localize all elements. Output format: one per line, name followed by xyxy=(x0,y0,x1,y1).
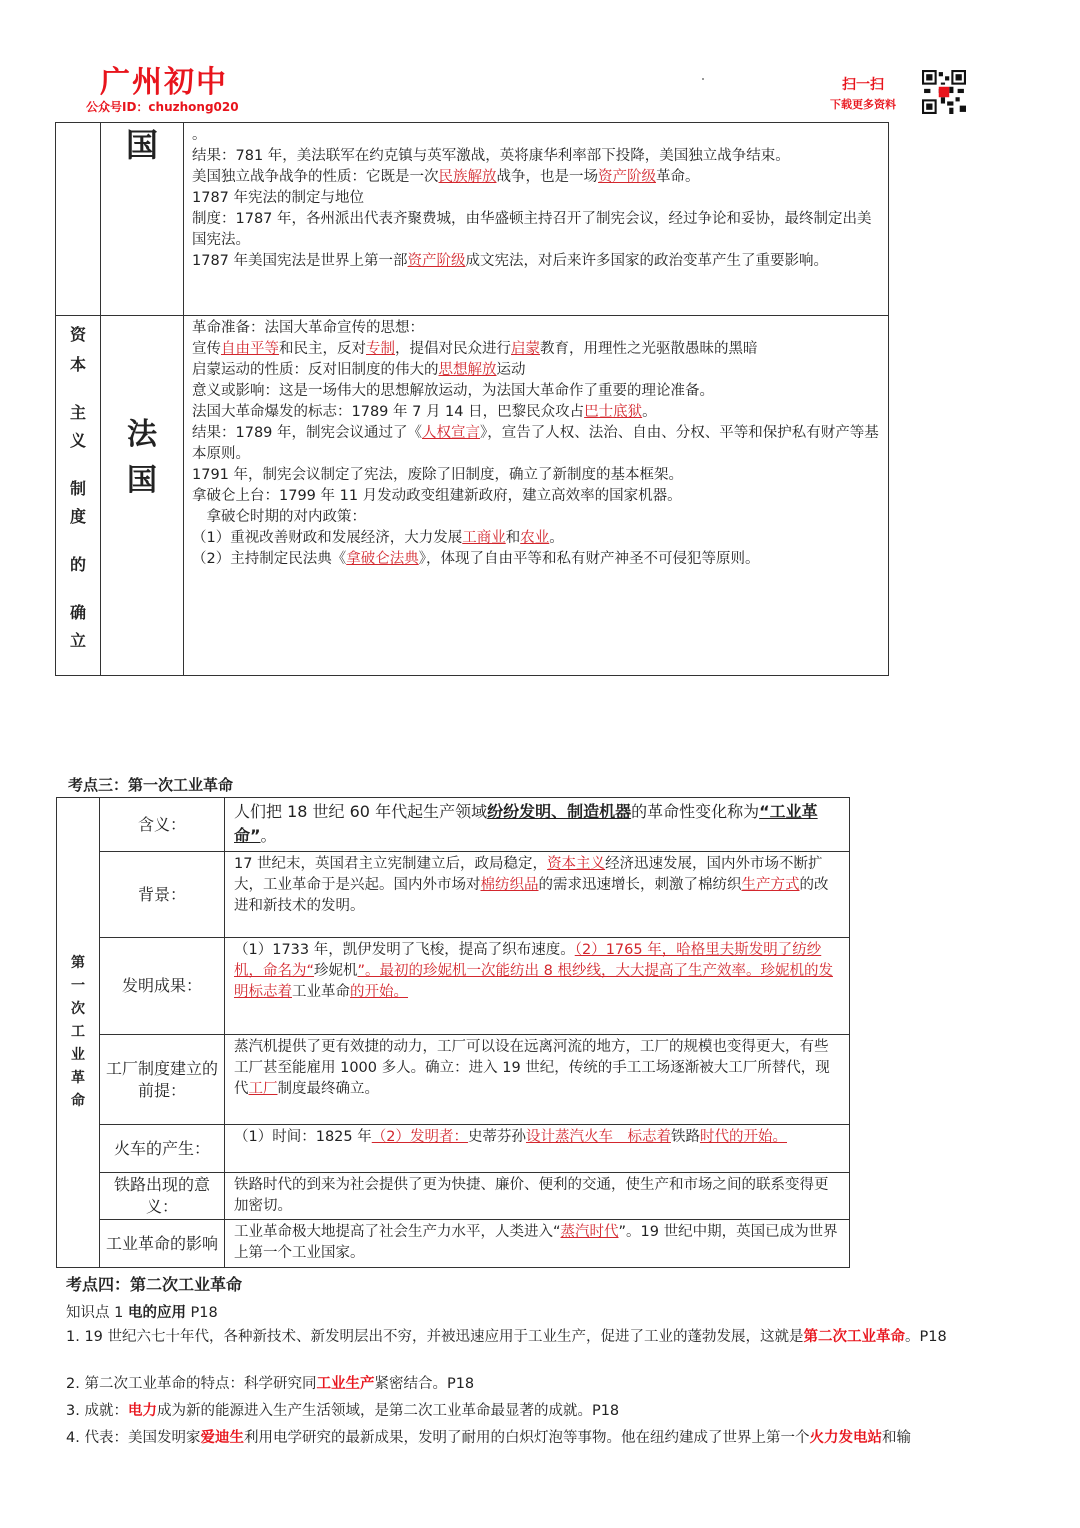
side-char: 制 xyxy=(69,479,86,498)
france-highlight: 启蒙 xyxy=(511,341,540,357)
row-content xyxy=(225,1173,850,1220)
france-text: 拿破仑上台：1799 年 11 月发动政变组建新政府，建立高效率的国家机器。 xyxy=(192,488,682,504)
france-highlight: 思想解放 xyxy=(438,362,497,378)
france-text: 》，体现了自由平等和私有财产神圣不可侵犯等原则。 xyxy=(418,551,760,567)
row-text: 的革命性变化称为 xyxy=(631,802,760,821)
table-row xyxy=(57,1035,850,1125)
row-content xyxy=(225,1125,850,1173)
row-highlight: 工厂 xyxy=(248,1081,278,1097)
side-char: 的 xyxy=(69,555,86,574)
france-text: 宣传 xyxy=(192,341,221,357)
row-text: （1）1733 年，凯伊发明了飞梭，提高了织布速度。 xyxy=(234,942,575,958)
point-paragraph-1 xyxy=(66,1326,1026,1348)
row-text: 蒸汽机提供了更有效捷的动力，工厂可以设在远离河流的地方，工厂的规模也变得更大，有些工厂甚至能雇用 1000 多人。确立：进入 19 世纪，传统的手工工场逐渐被大工厂所替代，现代 xyxy=(234,1039,830,1097)
usa-line xyxy=(192,125,880,146)
row-text: 经济迅速发展，国内外市场不断扩大，工业革命于是兴起。国内外市场对 xyxy=(234,856,823,893)
usa-text: 制度：1787 年，各州派出代表齐聚费城，由华盛顿主持召开了制宪会议，经过争论和妥协，最终制定出美国宪法。 xyxy=(192,211,872,248)
row-highlight: 设计蒸汽火车 标志着 xyxy=(525,1129,671,1145)
side-cell-capitalism xyxy=(56,316,101,676)
point-title-suffix: P18 xyxy=(185,1305,218,1321)
point-text: 4. 代表：美国发明家 xyxy=(66,1430,201,1446)
scan-label: 扫一扫 xyxy=(842,77,884,93)
table-row xyxy=(57,1220,850,1268)
row-text: 铁路时代的到来为社会提供了更为快捷、廉价、便利的交通，使生产和市场之间的联系变得更加密切。 xyxy=(234,1177,829,1214)
side-char: 度 xyxy=(69,507,86,526)
france-text: （2）主持制定民法典《 xyxy=(192,551,347,567)
usa-text: 1787 年美国宪法是世界上第一部 xyxy=(192,253,408,269)
usa-text: 结果：781 年，美法联军在约克镇与英军激战，英将康华利率部下投降，美国独立战争结束。 xyxy=(192,148,790,164)
point-text: 紧密结合。P18 xyxy=(374,1376,475,1392)
france-highlight: 工商业 xyxy=(462,530,506,546)
side-cell-empty xyxy=(56,123,101,316)
section-title-4: 考点四：第二次工业革命 xyxy=(66,1275,243,1294)
usa-line xyxy=(192,167,880,188)
point-text: 3. 成就： xyxy=(66,1403,128,1419)
industrial-revolution-table xyxy=(56,797,850,1268)
row-content xyxy=(225,938,850,1035)
france-line xyxy=(192,549,880,570)
france-line xyxy=(192,423,880,465)
row-highlight: 生产方式 xyxy=(741,877,800,893)
usa-text: 成文宪法，对后来许多国家的政治变革产生了重要影响。 xyxy=(465,253,829,269)
table-row xyxy=(57,852,850,938)
row-highlight: 蒸汽时代 xyxy=(560,1224,619,1240)
france-text: （1）重视改善财政和发展经济，大力发展 xyxy=(192,530,463,546)
row-label: 含义： xyxy=(100,798,225,852)
usa-line xyxy=(192,209,880,251)
france-highlight: 人权宣言 xyxy=(422,425,481,441)
france-text: 结果：1789 年，制宪会议通过了《 xyxy=(192,425,423,441)
point-highlight: 爱迪生 xyxy=(200,1430,244,1446)
row-text: 工业革命极大地提高了社会生产力水平，人类进入“ xyxy=(234,1224,561,1240)
row-text: 珍妮机 xyxy=(314,963,358,979)
row-label: 火车的产生： xyxy=(100,1125,225,1173)
row-label: 发明成果： xyxy=(100,938,225,1035)
country-cell-usa xyxy=(101,123,184,316)
side-char: 第 xyxy=(71,955,85,971)
row-highlight: （2）1765 年，哈格里夫斯发明了纺纱机，命名为“ xyxy=(234,942,822,979)
row-text: 。 xyxy=(260,826,277,845)
point-paragraph-2 xyxy=(66,1374,1026,1394)
point-text: 和输 xyxy=(881,1430,911,1446)
side-char: 主 xyxy=(69,403,86,422)
france-line xyxy=(192,339,880,360)
usa-text: 1787 年宪法的制定与地位 xyxy=(192,190,365,206)
france-highlight: 拿破仑法典 xyxy=(346,551,419,567)
france-content xyxy=(184,316,889,676)
france-text: 1791 年，制宪会议制定了宪法，废除了旧制度，确立了新制度的基本框架。 xyxy=(192,467,684,483)
usa-line xyxy=(192,188,880,209)
france-line xyxy=(192,507,880,528)
point-paragraph-3 xyxy=(66,1401,1026,1421)
row-text: 的需求迅速增长，刺激了棉纺织 xyxy=(538,877,742,893)
france-text: 和民主，反对 xyxy=(279,341,366,357)
side-char: 次 xyxy=(71,1001,85,1017)
france-highlight: 巴士底狱 xyxy=(584,404,643,420)
point-paragraph-4 xyxy=(66,1428,1026,1448)
qr-code-icon[interactable] xyxy=(922,70,966,114)
country-cell-france xyxy=(101,316,184,676)
point-text: 2. 第二次工业革命的特点：科学研究同 xyxy=(66,1376,317,1392)
country-char: 法 xyxy=(127,417,157,452)
point-text: 1. 19 世纪六七十年代，各种新技术、新发明层出不穷，并被迅速应用于工业生产，促进了工业的蓬勃发展，这就是 xyxy=(66,1329,804,1345)
section-title-3: 考点三：第一次工业革命 xyxy=(68,776,234,794)
usa-line xyxy=(192,251,880,272)
row-label: 铁路出现的意义： xyxy=(100,1173,225,1220)
usa-text: 美国独立战争战争的性质：它既是一次 xyxy=(192,169,439,185)
point-text: 。P18 xyxy=(905,1329,947,1345)
row-label: 工业革命的影响 xyxy=(100,1220,225,1268)
france-text: 和 xyxy=(505,530,521,546)
row-highlight: 资本主义 xyxy=(547,856,606,872)
side-char: 确 xyxy=(69,603,86,622)
stray-dot xyxy=(702,78,704,80)
row-text: 史蒂芬孙 xyxy=(467,1129,526,1145)
usa-highlight: 资产阶级 xyxy=(598,169,656,185)
point-title-prefix: 知识点 1 xyxy=(66,1305,128,1321)
point-title-bold: 电的应用 xyxy=(127,1305,186,1321)
france-highlight: 专制 xyxy=(366,341,395,357)
country-label-france xyxy=(101,412,183,504)
side-vertical-title xyxy=(56,325,100,650)
side-char: 义 xyxy=(69,431,86,450)
france-highlight: 自由平等 xyxy=(221,341,279,357)
point-highlight: 第二次工业革命 xyxy=(803,1329,905,1345)
row-text: 的改进和新技术的发明。 xyxy=(234,877,829,914)
usa-text: 。 xyxy=(192,127,207,143)
row-content xyxy=(225,798,850,852)
row-text: 工业革命 xyxy=(292,984,350,1000)
account-id: 公众号ID：chuzhong020 xyxy=(86,100,239,114)
france-line xyxy=(192,360,880,381)
download-label: 下载更多资料 xyxy=(830,98,896,111)
side-char: 立 xyxy=(69,631,86,650)
france-text: 拿破仑时期的对内政策： xyxy=(192,509,366,525)
row-highlight: （2）发明者： xyxy=(371,1129,468,1145)
france-highlight: 农业 xyxy=(520,530,550,546)
usa-content-lines xyxy=(184,123,888,274)
france-text: 运动 xyxy=(496,362,526,378)
row-content xyxy=(225,1220,850,1268)
side-char: 一 xyxy=(71,978,85,994)
france-text: 法国大革命爆发的标志：1789 年 7 月 14 日，巴黎民众攻占 xyxy=(192,404,585,420)
france-line xyxy=(192,318,880,339)
row-label: 背景： xyxy=(100,852,225,938)
side-char: 本 xyxy=(69,355,86,374)
row-highlight: “工业革命” xyxy=(234,802,818,845)
france-text: 。 xyxy=(642,404,657,420)
capitalism-table xyxy=(55,122,889,676)
side-char: 资 xyxy=(69,325,86,344)
side-vertical-title-2 xyxy=(57,798,100,1268)
france-line xyxy=(192,381,880,402)
table-row xyxy=(57,1125,850,1173)
row-text: ”。19 世纪中期，英国已成为世界上第一个工业国家。 xyxy=(234,1224,838,1261)
knowledge-point-title xyxy=(66,1303,1026,1323)
point-text: 利用电学研究的最新成果，发明了耐用的白炽灯泡等事物。他在纽约建成了世界上第一个 xyxy=(243,1430,810,1446)
side-char: 革 xyxy=(71,1070,85,1086)
usa-text: 战争，也是一场 xyxy=(496,169,598,185)
row-text: 17 世纪末，英国君主立宪制建立后，政局稳定， xyxy=(234,856,548,872)
site-logo: 广州初中 xyxy=(100,65,228,100)
side-char: 业 xyxy=(71,1047,85,1063)
side-char: 命 xyxy=(71,1093,85,1109)
france-line xyxy=(192,486,880,507)
point-text: 成为新的能源进入生产生活领域，是第二次工业革命最显著的成就。P18 xyxy=(156,1403,620,1419)
point-highlight: 工业生产 xyxy=(316,1376,375,1392)
france-line xyxy=(192,528,880,549)
row-content xyxy=(225,1035,850,1125)
france-text: 。 xyxy=(549,530,564,546)
point-highlight: 电力 xyxy=(127,1403,157,1419)
row-highlight: 棉纺织品 xyxy=(480,877,539,893)
usa-content xyxy=(184,123,889,316)
row-highlight: 时代的开始。 xyxy=(699,1129,787,1145)
usa-highlight: 资产阶级 xyxy=(407,253,466,269)
side-char: 工 xyxy=(71,1024,85,1040)
france-content-lines xyxy=(184,316,888,572)
row-highlight: 的开始。 xyxy=(350,984,408,1000)
row-label: 工厂制度建立的前提： xyxy=(100,1035,225,1125)
table-row xyxy=(57,1173,850,1220)
usa-text: 革命。 xyxy=(656,169,700,185)
row-highlight: ”。最初的珍妮机一次能纺出 8 根纱线，大大提高了生产效率。珍妮机的发明标志着 xyxy=(234,963,833,1000)
france-text: 革命准备：法国大革命宣传的思想： xyxy=(192,320,424,336)
france-text: 》，宣告了人权、法治、自由、分权、平等和保护私有财产等基本原则。 xyxy=(192,425,879,462)
row-content xyxy=(225,852,850,938)
row-text: （1）时间：1825 年 xyxy=(234,1129,372,1145)
usa-line xyxy=(192,146,880,167)
france-text: 启蒙运动的性质：反对旧制度的伟大的 xyxy=(192,362,439,378)
france-text: 意义或影响：这是一场伟大的思想解放运动，为法国大革命作了重要的理论准备。 xyxy=(192,383,714,399)
table-row xyxy=(57,798,850,852)
france-text: 教育，用理性之光驱散愚昧的黑暗 xyxy=(540,341,758,357)
usa-highlight: 民族解放 xyxy=(438,169,497,185)
row-text: 人们把 18 世纪 60 年代起生产领域 xyxy=(234,802,488,821)
france-line xyxy=(192,465,880,486)
row-text: 铁路 xyxy=(670,1129,700,1145)
table-row xyxy=(57,938,850,1035)
row-highlight: 纷纷发明、制造机器 xyxy=(487,802,632,821)
country-label: 国 xyxy=(125,126,158,164)
point-highlight: 火力发电站 xyxy=(809,1430,882,1446)
row-text: 制度最终确立。 xyxy=(277,1081,379,1097)
country-char: 国 xyxy=(127,463,157,498)
france-line xyxy=(192,402,880,423)
france-text: ，提倡对民众进行 xyxy=(395,341,511,357)
